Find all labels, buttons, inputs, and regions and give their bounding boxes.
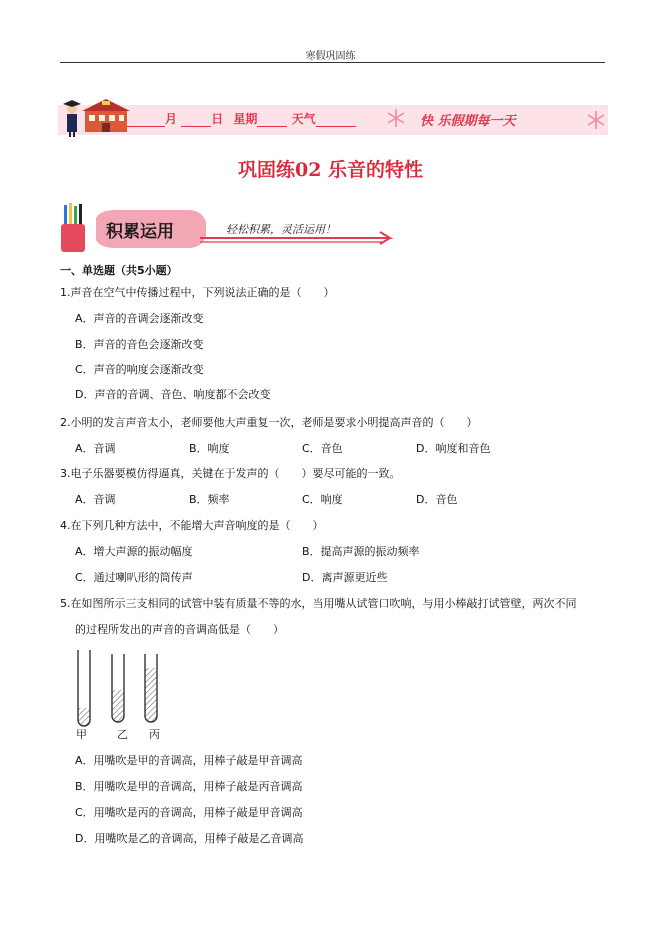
question-1: 1.声音在空气中传播过程中，下列说法正确的是（ ） xyxy=(60,286,335,299)
month-blank[interactable] xyxy=(127,114,165,127)
q1-option-c: C．声音的响度会逐渐改变 xyxy=(75,363,204,376)
test-tube-yi xyxy=(112,654,124,722)
pencil-cup-icon xyxy=(61,203,85,252)
question-4: 4.在下列几种方法中，不能增大声音响度的是（ ） xyxy=(60,519,324,532)
weather-blank[interactable] xyxy=(316,114,356,127)
q2-option-d: D．响度和音色 xyxy=(416,442,491,455)
section-title: 一、单选题（共5小题） xyxy=(60,264,178,277)
tube-label-bing: 丙 xyxy=(149,728,160,741)
q3-option-d: D．音色 xyxy=(416,493,458,506)
day-blank[interactable] xyxy=(181,114,211,127)
q3-option-a: A．音调 xyxy=(75,493,116,506)
question-3: 3.电子乐器要模仿得逼真，关键在于发声的（ ）要尽可能的一致。 xyxy=(60,467,401,480)
week-label: 星期 xyxy=(233,112,258,126)
q5-option-b: B．用嘴吹是甲的音调高，用棒子敲是丙音调高 xyxy=(75,780,303,793)
q5-option-a: A．用嘴吹是甲的音调高，用棒子敲是甲音调高 xyxy=(75,754,303,767)
q4-option-a: A．增大声源的振动幅度 xyxy=(75,545,193,558)
test-tube-bing xyxy=(145,654,157,722)
question-2: 2.小明的发言声音太小，老师要他大声重复一次，老师是要求小明提高声音的（ ） xyxy=(60,416,478,429)
banner-slogan: 快 乐假期每一天 xyxy=(420,114,516,129)
q2-option-c: C．音色 xyxy=(302,442,343,455)
test-tubes-figure xyxy=(70,650,170,730)
page-title: 巩固练02 乐音的特性 xyxy=(237,159,424,181)
q3-option-c: C．响度 xyxy=(302,493,343,506)
month-label: 月 xyxy=(165,112,178,126)
badge-slogan: 轻松积累，灵活运用！ xyxy=(226,223,336,236)
q4-option-c: C．通过喇叭形的筒传声 xyxy=(75,571,193,584)
school-icon xyxy=(82,99,130,132)
header-rule xyxy=(60,62,605,63)
q2-option-b: B．响度 xyxy=(189,442,230,455)
test-tubes-graphic xyxy=(70,650,170,730)
q4-option-b: B．提高声源的振动频率 xyxy=(302,545,420,558)
badge-label: 积累运用 xyxy=(106,222,174,242)
question-5-continued: 的过程所发出的声音的音调高低是（ ） xyxy=(75,623,284,636)
q2-option-a: A．音调 xyxy=(75,442,116,455)
q3-option-b: B．频率 xyxy=(189,493,230,506)
q5-option-d: D．用嘴吹是乙的音调高，用棒子敲是乙音调高 xyxy=(75,832,304,845)
tube-label-jia: 甲 xyxy=(76,728,87,741)
page-header-title: 寒假巩固练 xyxy=(305,51,356,62)
week-blank[interactable] xyxy=(257,114,287,127)
section-badge xyxy=(60,202,405,254)
q4-option-d: D．离声源更近些 xyxy=(302,571,388,584)
tube-label-yi: 乙 xyxy=(117,728,128,741)
q5-option-c: C．用嘴吹是丙的音调高，用棒子敲是甲音调高 xyxy=(75,806,303,819)
question-5: 5.在如图所示三支相同的试管中装有质量不等的水，当用嘴从试管口吹响，与用小棒敲打试管壁，两次不同 xyxy=(60,597,577,610)
day-label: 日 xyxy=(211,112,224,126)
weather-label: 天气 xyxy=(291,112,316,126)
q1-option-d: D．声音的音调、音色、响度都不会改变 xyxy=(75,388,271,401)
q1-option-a: A．声音的音调会逐渐改变 xyxy=(75,312,204,325)
test-tube-jia xyxy=(78,650,90,726)
q1-option-b: B．声音的音色会逐渐改变 xyxy=(75,338,204,351)
banner-date-fields xyxy=(127,110,356,127)
